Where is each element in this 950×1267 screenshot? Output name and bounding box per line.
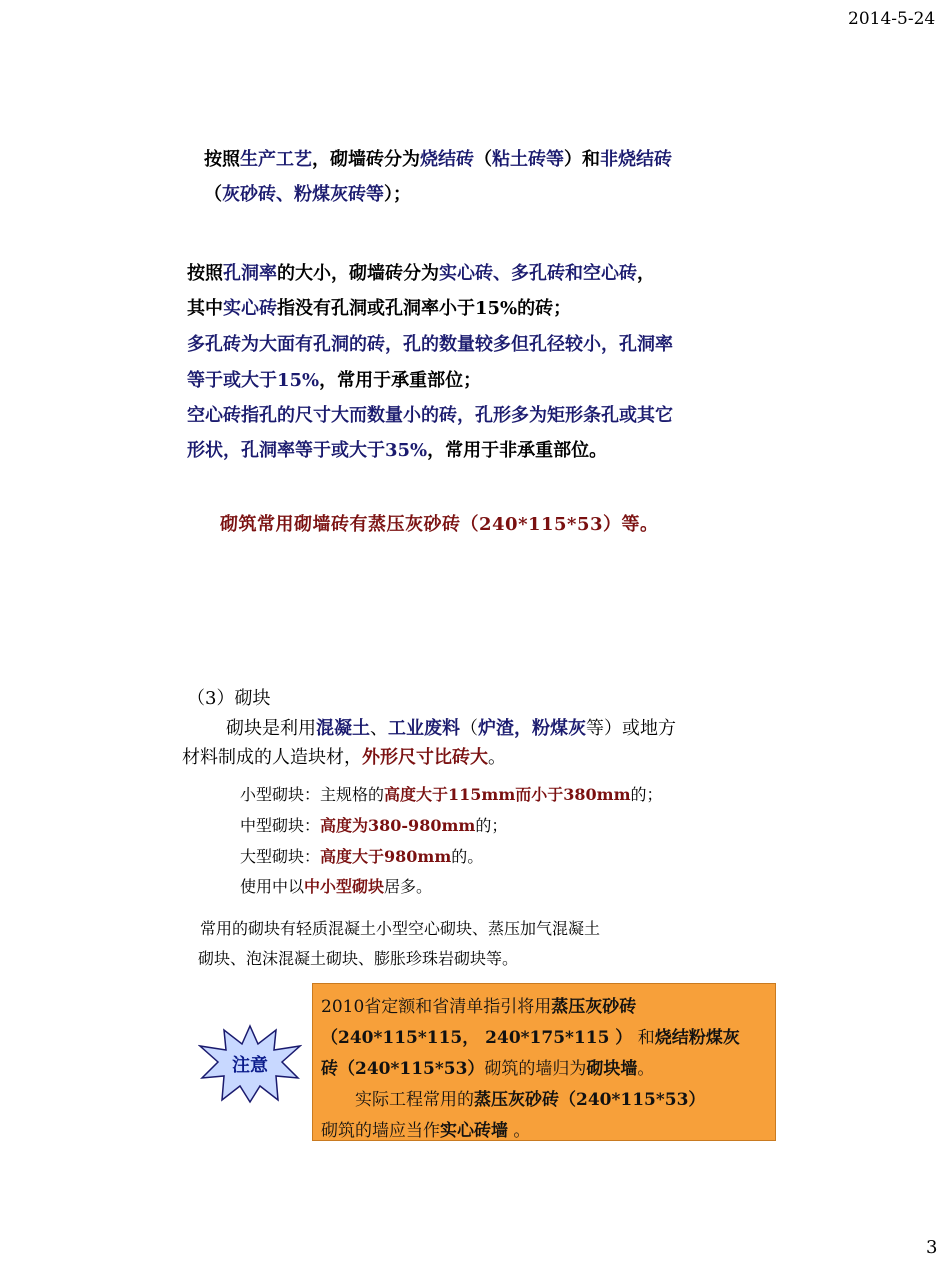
text-segment: 的大小，砌墙砖分为 xyxy=(277,263,439,284)
para1-line1 xyxy=(204,145,672,171)
size-item xyxy=(240,844,483,867)
note-segment: 蒸压灰砂砖（240*115*53） xyxy=(474,1090,706,1110)
para2-line xyxy=(187,401,673,427)
text-segment: 。 xyxy=(488,747,506,768)
text-segment: 外形尺寸比砖大 xyxy=(362,747,488,768)
text-segment: 砌块是利用 xyxy=(226,718,316,739)
note-line xyxy=(321,1085,767,1116)
text-segment: 的； xyxy=(630,785,663,804)
note-segment: 砖（240*115*53） xyxy=(321,1059,485,1079)
common-line2: 砌块、泡沫混凝土砌块、膨胀珍珠岩砌块等。 xyxy=(198,949,519,968)
text-segment: 孔洞率 xyxy=(223,263,277,284)
text-segment: 实心砖 xyxy=(223,298,277,319)
text-segment: 生产工艺 xyxy=(240,149,312,170)
para3-common-brick: 砌筑常用砌墙砖有蒸压灰砂砖（240*115*53）等。 xyxy=(220,514,659,535)
text-segment: ，常用于非承重部位。 xyxy=(427,440,608,461)
text-segment: 的； xyxy=(475,816,508,835)
text-segment: ）和 xyxy=(564,149,600,170)
para2-line xyxy=(187,259,655,285)
text-segment: 中型砌块： xyxy=(240,816,321,835)
text-segment: 使用中以 xyxy=(240,877,305,896)
note-segment: 。 xyxy=(637,1059,655,1079)
para2-line xyxy=(187,330,673,356)
text-segment: （ xyxy=(474,149,492,170)
text-segment: 炉渣，粉煤灰 xyxy=(478,718,586,739)
text-segment: 其中 xyxy=(187,298,223,319)
para2-line xyxy=(187,436,607,462)
note-segment: 和 xyxy=(632,1028,655,1048)
text-segment: （ xyxy=(460,718,478,739)
text-segment: 等）或地方 xyxy=(586,718,676,739)
text-segment: ， xyxy=(637,263,655,284)
size-item xyxy=(240,874,432,897)
text-segment: 多孔砖 xyxy=(187,334,241,355)
note-segment: 实心砖墙 xyxy=(440,1121,508,1141)
text-segment: 按照 xyxy=(204,149,240,170)
text-segment: 材料制成的人造块材， xyxy=(182,747,362,768)
para1-line2 xyxy=(204,180,411,206)
text-segment: （ xyxy=(204,184,222,205)
common-line1: 常用的砌块有轻质混凝土小型空心砌块、蒸压加气混凝土 xyxy=(200,919,601,938)
text-segment: 居多。 xyxy=(384,877,433,896)
text-segment: 高度大于980mm xyxy=(320,847,452,866)
text-segment: 、 xyxy=(370,718,388,739)
text-segment: 粘土砖等 xyxy=(492,149,564,170)
note-segment: （240*115*115， 240*175*115 ） xyxy=(321,1028,633,1048)
note-line xyxy=(321,1116,767,1147)
para2-line xyxy=(187,366,481,392)
section-heading: （3）砌块 xyxy=(187,688,271,709)
text-segment: 空心砖 xyxy=(187,405,241,426)
note-segment: 砌块墙 xyxy=(586,1059,638,1079)
section-line2 xyxy=(182,743,506,769)
note-line xyxy=(321,1054,767,1085)
note-segment: 砌筑的墙应当作 xyxy=(321,1121,440,1141)
text-segment: 高度为380-980mm xyxy=(320,816,476,835)
note-line xyxy=(321,992,767,1023)
text-segment: 灰砂砖、粉煤灰砖等 xyxy=(222,184,384,205)
text-segment: 烧结砖 xyxy=(420,149,474,170)
note-segment: 。 xyxy=(508,1121,531,1141)
text-segment: ，常用于承重部位； xyxy=(319,370,482,391)
text-segment: 指孔的尺寸大而数量小的砖，孔形多为矩形条孔或其它 xyxy=(241,405,673,426)
text-segment: 小型砌块：主规格的 xyxy=(240,785,385,804)
text-segment: 按照 xyxy=(187,263,223,284)
text-segment: ）； xyxy=(384,184,411,205)
text-segment: 大型砌块： xyxy=(240,847,321,866)
text-segment: 为大面有孔洞的砖，孔的数量较多但孔径较小，孔洞率 xyxy=(241,334,673,355)
text-segment: 形状，孔洞率等于或大于35% xyxy=(187,440,428,461)
size-item xyxy=(240,782,663,805)
text-segment: 等于或大于15% xyxy=(187,370,320,391)
note-segment: 实际工程常用的 xyxy=(321,1090,474,1110)
text-segment: 的。 xyxy=(451,847,484,866)
header-date: 2014-5-24 xyxy=(848,9,936,29)
note-segment: 蒸压灰砂砖 xyxy=(551,997,637,1017)
note-segment: 砌筑的墙归为 xyxy=(484,1059,587,1079)
note-segment: 2010省定额和省清单指引将用 xyxy=(321,997,552,1017)
section-line1 xyxy=(226,714,676,740)
text-segment: 混凝土 xyxy=(316,718,370,739)
para2-line xyxy=(187,294,571,320)
text-segment: 实心砖、多孔砖和空心砖 xyxy=(439,263,637,284)
text-segment: 高度大于115mm而小于380mm xyxy=(384,785,631,804)
note-line xyxy=(321,1023,767,1054)
note-box xyxy=(312,983,776,1141)
text-segment: 中小型砌块 xyxy=(304,877,385,896)
text-segment: 非烧结砖 xyxy=(600,149,672,170)
note-badge-text: 注意 xyxy=(232,1055,268,1076)
page-number: 3 xyxy=(926,1237,938,1258)
size-item xyxy=(240,813,507,836)
text-segment: 指没有孔洞或孔洞率小于15%的砖； xyxy=(277,298,572,319)
text-segment: ，砌墙砖分为 xyxy=(312,149,420,170)
text-segment: 工业废料 xyxy=(388,718,460,739)
note-badge-star xyxy=(198,1024,302,1104)
note-segment: 烧结粉煤灰 xyxy=(654,1028,740,1048)
